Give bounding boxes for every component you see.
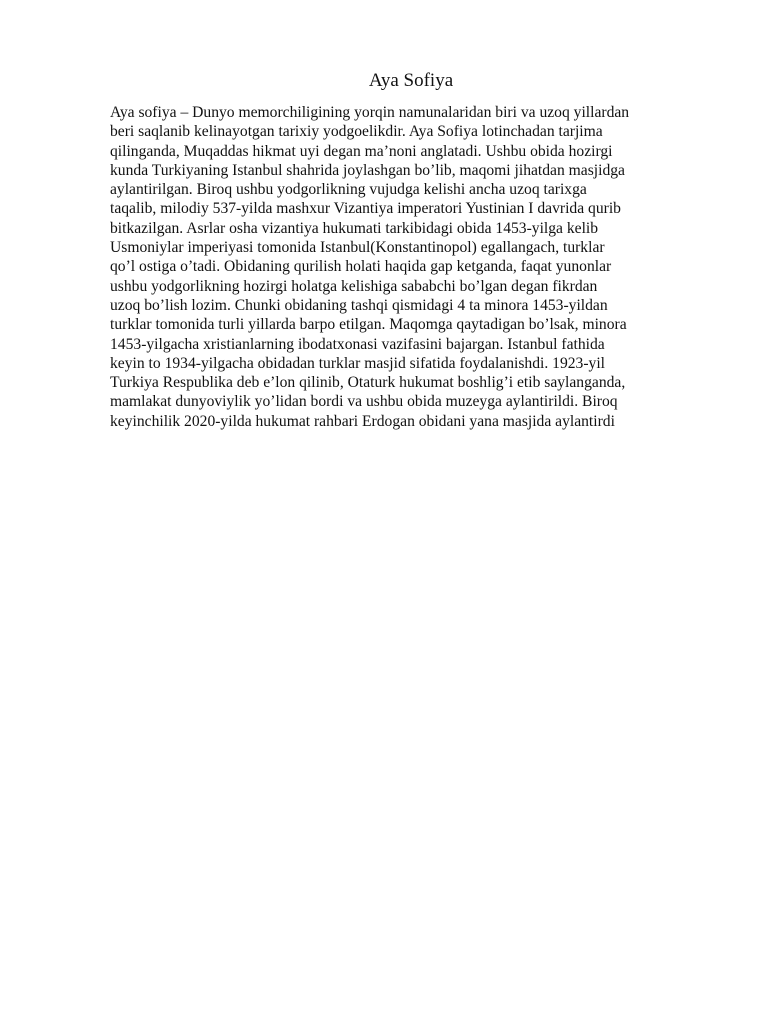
body-line: Turkiya Respublika deb e’lon qilinib, Otaturk hukumat boshlig’i etib saylanganda, — [110, 374, 626, 392]
body-line: keyinchilik 2020-yilda hukumat rahbari Erdogan obidani yana masjida aylantirdi — [110, 412, 615, 430]
body-line: 1453-yilgacha xristianlarning ibodatxonasi vazifasini bajargan. Istanbul fathida — [110, 335, 605, 353]
body-line: keyin to 1934-yilgacha obidadan turklar masjid sifatida foydalanishdi. 1923-yil — [110, 354, 605, 372]
body-line: qilinganda, Muqaddas hikmat uyi degan ma’noni anglatadi. Ushbu obida hozirgi — [110, 142, 613, 160]
body-line: mamlakat dunyoviylik yo’lidan bordi va ushbu obida muzeyga aylantirildi. Biroq — [110, 393, 618, 411]
document-title: Aya Sofiya — [368, 70, 454, 91]
body-line: kunda Turkiyaning Istanbul shahrida joylashgan bo’lib, maqomi jihatdan masjidga — [110, 161, 625, 179]
body-line: beri saqlanib kelinayotgan tarixiy yodgoelikdir. Aya Sofiya lotinchadan tarjima — [110, 123, 603, 141]
body-line: taqalib, milodiy 537-yilda mashxur Vizantiya imperatori Yustinian I davrida qurib — [110, 200, 621, 218]
body-line: turklar tomonida turli yillarda barpo etilgan. Maqomga qaytadigan bo’lsak, minora — [110, 316, 627, 334]
document-body — [110, 103, 722, 431]
body-line: Aya sofiya – Dunyo memorchiligining yorqin namunalaridan biri va uzoq yillardan — [110, 104, 630, 121]
body-line: uzoq bo’lish lozim. Chunki obidaning tashqi qismidagi 4 ta minora 1453-yildan — [110, 296, 608, 314]
body-line: ushbu yodgorlikning hozirgi holatga kelishiga sababchi bo’lgan degan fikrdan — [110, 277, 598, 295]
body-line: Usmoniylar imperiyasi tomonida Istanbul(Konstantinopol) egallangach, turklar — [110, 239, 605, 257]
body-line: qo’l ostiga o’tadi. Obidaning qurilish holati haqida gap ketganda, faqat yunonlar — [110, 258, 612, 276]
body-line: bitkazilgan. Asrlar osha vizantiya hukumati tarkibidagi obida 1453-yilga kelib — [110, 219, 599, 237]
body-line: aylantirilgan. Biroq ushbu yodgorlikning vujudga kelishi ancha uzoq tarixga — [110, 181, 587, 199]
